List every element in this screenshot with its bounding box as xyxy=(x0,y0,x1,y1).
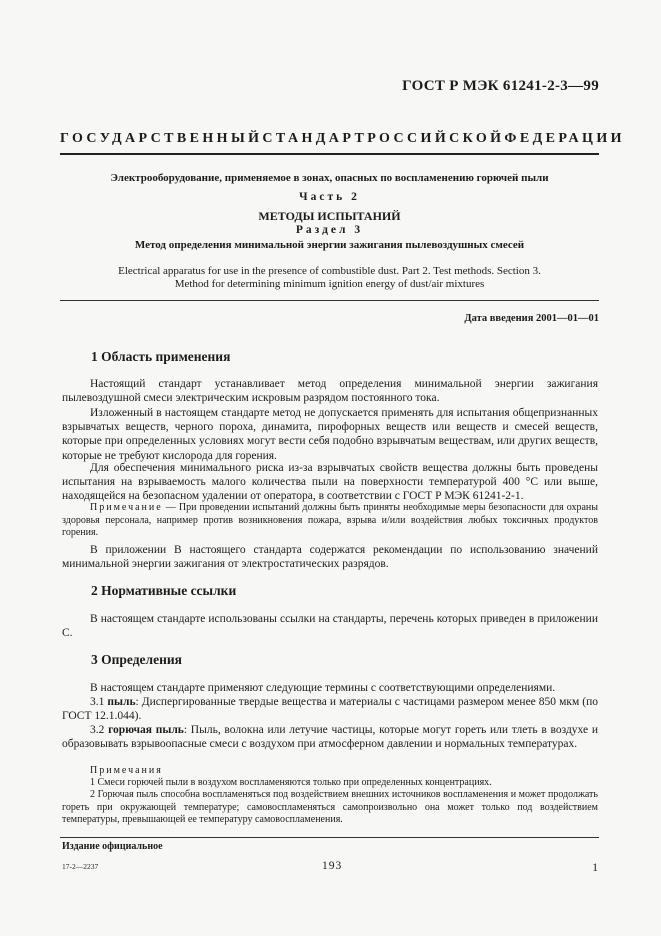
definition-text: : Пыль, волокна или летучие частицы, которые могут гореть или тлеть в воздухе и образовывать взрывоопасные смеси с воздухом при атмосферном давлении и нормальных температурах. xyxy=(62,724,598,751)
title-line: Электрооборудование, применяемое в зонах, опасных по воспламенению горючей пыли xyxy=(110,172,549,184)
section-heading: 1 Область применения xyxy=(91,349,231,364)
paragraph: Изложенный в настоящем стандарте метод не допускается применять для испытания общепризнанных взрывчатых веществ, черного пороха, динамита, пирофорных веществ или веществ и смесей веществ, которые при определенных условиях могут вести себя подобно взрывчатым веществам, или других веществ, которые не требуют кислорода для горения. xyxy=(62,407,598,462)
print-code: 17-2—2237 xyxy=(62,862,99,871)
english-title xyxy=(60,265,599,291)
definition-number: 3.1 xyxy=(90,696,108,708)
edition-label: Издание официальное xyxy=(62,841,163,852)
english-title-line: Electrical apparatus for use in the presence of combustible dust. Part 2. Test methods. Section 3. xyxy=(118,265,541,277)
definition-term: горючая пыль xyxy=(108,724,184,736)
paragraph: В приложении В настоящего стандарта содержатся рекомендации по использованию значений минимальной энергии зажигания от электростатических разрядов. xyxy=(62,544,598,571)
definition-text: : Диспергированные твердые вещества и материалы с частицами размером менее 850 мкм (по ГОСТ 12.1.044). xyxy=(62,696,598,723)
note: 1 Смеси горючей пыли в воздухом воспламеняются только при определенных концентрациях. xyxy=(90,777,492,788)
section-heading: 2 Нормативные ссылки xyxy=(91,583,237,598)
definition xyxy=(62,695,598,723)
note-text: — При проведении испытаний должны быть приняты необходимые меры безопасности для охраны здоровья персонала, например против возникновения пожара, взрыва и/или воздействия любых токсичных продуктов горения. xyxy=(62,502,598,539)
note xyxy=(62,502,598,540)
paragraph: В настоящем стандарте применяют следующие термины с соответствующими определениями. xyxy=(90,682,556,694)
title-divider xyxy=(60,300,599,301)
paragraph: Настоящий стандарт устанавливает метод определения минимальной энергии зажигания пылевоздушной смеси электрическим искровым разрядом постоянного тока. xyxy=(62,378,598,405)
definition xyxy=(62,723,598,751)
top-divider xyxy=(60,153,599,155)
note-label: Примечание xyxy=(90,502,163,513)
subtitle: Метод определения минимальной энергии зажигания пылевоздушных смесей xyxy=(134,239,525,251)
part-label: Часть 2 xyxy=(299,191,360,203)
footer-divider xyxy=(60,837,599,838)
definition-number: 3.2 xyxy=(90,724,109,736)
standard-word: СТАНДАРТ xyxy=(262,131,368,146)
note: 2 Горючая пыль способна воспламеняться под воздействием внешних источников воспламенения и может продолжать гореть при окружающей температуре; самовоспламеняться самопроизвольно она может только под воздействием температуры, превышающей ее температуру самовоспламенения. xyxy=(62,789,598,826)
standard-title xyxy=(60,131,625,147)
english-title-line: Method for determining minimum ignition energy of dust/air mixtures xyxy=(174,278,485,290)
standard-word: ГОСУДАРСТВЕННЫЙ xyxy=(60,131,263,146)
notes-label: Примечания xyxy=(90,765,163,776)
paragraph: В настоящем стандарте использованы ссылки на стандарты, перечень которых приведен в приложении С. xyxy=(62,613,598,640)
standard-word: ФЕДЕРАЦИИ xyxy=(504,131,625,146)
page-number: 193 xyxy=(322,860,343,872)
document-code: ГОСТ Р МЭК 61241-2-3—99 xyxy=(402,78,599,94)
paragraph: Для обеспечения минимального риска из-за взрывчатых свойств вещества должны быть проведены испытания на взрываемость малого количества пыли на поверхности температурой 400 °С или выше, находящейся на безопасном удалении от оператора, в соответствии с ГОСТ Р МЭК 61241-2-1. xyxy=(62,462,598,503)
section-heading: 3 Определения xyxy=(91,652,182,667)
definition-term: пыль xyxy=(107,696,136,708)
methods-title: МЕТОДЫ ИСПЫТАНИЙ xyxy=(258,209,401,223)
intro-date: Дата введения 2001—01—01 xyxy=(464,313,599,324)
standard-word: РОССИЙСКОЙ xyxy=(367,131,505,146)
section-label: Раздел 3 xyxy=(295,224,364,236)
sheet-number: 1 xyxy=(592,862,598,874)
